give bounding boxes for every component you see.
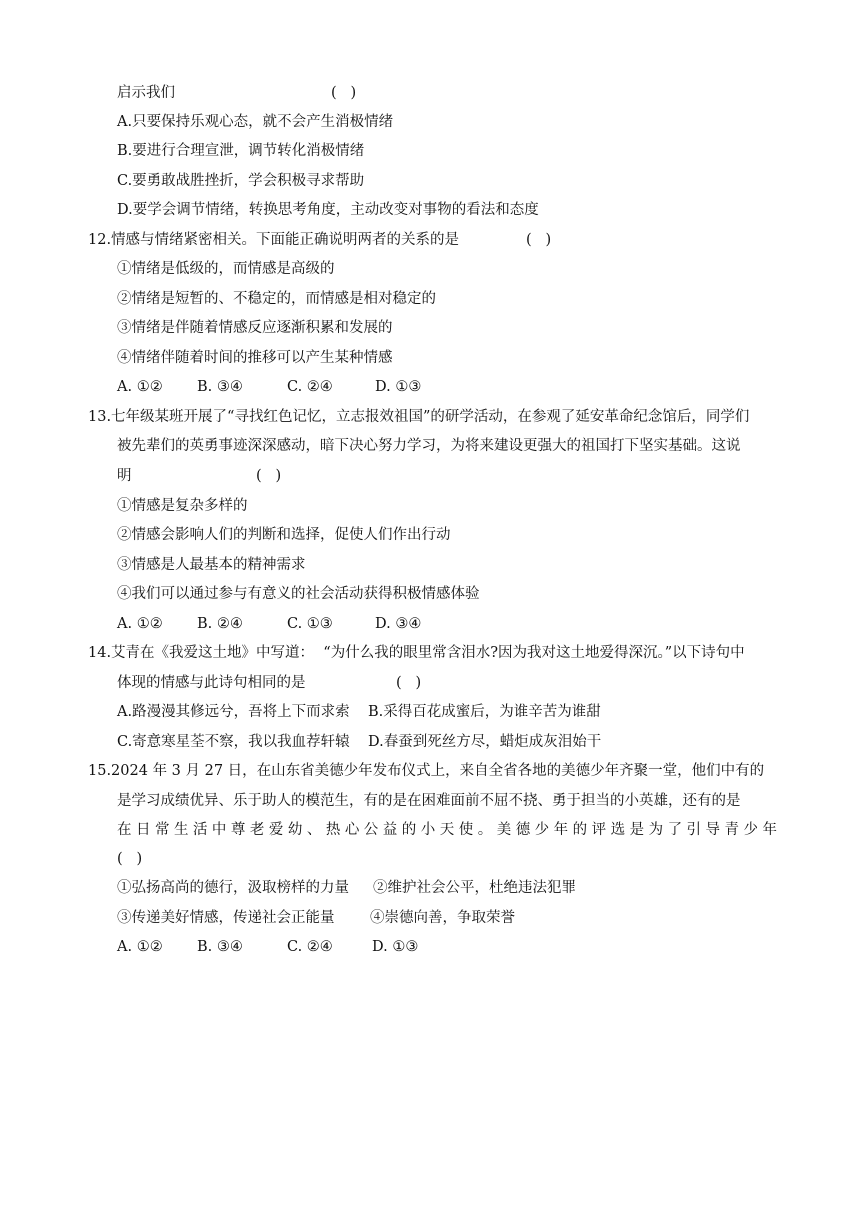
- q11-stem-tail: 启示我们: [117, 85, 175, 101]
- q15-choice-c: C. ②④: [287, 939, 333, 955]
- q12-statement-1: ①情绪是低级的，而情感是高级的: [117, 261, 335, 277]
- q14-option-a: A.路漫漫其修远兮，吾将上下而求索: [117, 704, 350, 720]
- q12-choice-b: B. ③④: [197, 379, 243, 395]
- q12-statement-4: ④情绪伴随着时间的推移可以产生某种情感: [117, 350, 393, 366]
- q13-choice-a: A. ①②: [117, 616, 163, 632]
- q14-stem-line-1: 14.艾青在《我爱这土地》中写道： “为什么我的眼里常含泪水?因为我对这土地爱得深沉。”以下诗句中: [88, 645, 745, 661]
- q13-answer-paren: ( ): [256, 468, 282, 484]
- q11-option-c: C.要勇敢战胜挫折，学会积极寻求帮助: [117, 173, 365, 189]
- q15-choice-d: D. ①③: [372, 939, 419, 955]
- q14-option-b: B.采得百花成蜜后，为谁辛苦为谁甜: [368, 704, 601, 720]
- q11-answer-paren: ( ): [331, 85, 357, 101]
- q15-statement-2: ②维护社会公平，杜绝违法犯罪: [373, 880, 576, 896]
- q12-choice-d: D. ①③: [375, 379, 422, 395]
- q15-choice-b: B. ③④: [197, 939, 243, 955]
- q13-statement-1: ①情感是复杂多样的: [117, 498, 248, 514]
- q13-stem-line-2: 被先辈们的英勇事迹深深感动，暗下决心努力学习，为将来建设更强大的祖国打下坚实基础。这说: [117, 438, 741, 454]
- q13-statement-4: ④我们可以通过参与有意义的社会活动获得积极情感体验: [117, 586, 480, 602]
- q14-option-c: C.寄意寒星荃不察，我以我血荐轩辕: [117, 734, 350, 750]
- q11-option-a: A.只要保持乐观心态，就不会产生消极情绪: [117, 114, 394, 130]
- q15-statement-3: ③传递美好情感，传递社会正能量: [117, 910, 335, 926]
- q12-choice-c: C. ②④: [287, 379, 333, 395]
- q12-statement-3: ③情绪是伴随着情感反应逐渐积累和发展的: [117, 320, 393, 336]
- q12-answer-paren: ( ): [526, 232, 552, 248]
- q14-stem-line-2: 体现的情感与此诗句相同的是: [117, 675, 306, 691]
- q15-choice-a: A. ①②: [117, 939, 163, 955]
- q13-choice-b: B. ②④: [197, 616, 243, 632]
- q13-statement-3: ③情感是人最基本的精神需求: [117, 557, 306, 573]
- q12-choice-a: A. ①②: [117, 379, 163, 395]
- q12-statement-2: ②情绪是短暂的、不稳定的，而情感是相对稳定的: [117, 291, 436, 307]
- q11-option-b: B.要进行合理宣泄，调节转化消极情绪: [117, 143, 365, 159]
- q15-stem-line-1: 15.2024 年 3 月 27 日，在山东省美德少年发布仪式上，来自全省各地的美德少年齐聚一堂，他们中有的: [88, 763, 765, 779]
- q12-stem: 12.情感与情绪紧密相关。下面能正确说明两者的关系的是: [88, 232, 460, 248]
- q11-option-d: D.要学会调节情绪，转换思考角度，主动改变对事物的看法和态度: [117, 202, 539, 218]
- q15-stem-line-3: 在日常生活中尊老爱幼、热心公益的小天使。美德少年的评选是为了引导青少年: [117, 822, 777, 838]
- q14-answer-paren: ( ): [396, 675, 422, 691]
- q13-statement-2: ②情感会影响人们的判断和选择，促使人们作出行动: [117, 527, 451, 543]
- q15-statement-4: ④崇德向善，争取荣誉: [370, 910, 515, 926]
- q13-choice-d: D. ③④: [375, 616, 422, 632]
- q13-stem-line-3: 明: [117, 468, 132, 484]
- q13-stem-line-1: 13.七年级某班开展了“寻找红色记忆，立志报效祖国”的研学活动，在参观了延安革命纪念馆后，同学们: [88, 409, 750, 425]
- q15-stem-line-2: 是学习成绩优异、乐于助人的模范生，有的是在困难面前不屈不挠、勇于担当的小英雄，还有的是: [117, 793, 741, 809]
- q13-choice-c: C. ①③: [287, 616, 333, 632]
- q14-option-d: D.春蚕到死丝方尽，蜡炬成灰泪始干: [368, 734, 602, 750]
- q15-answer-paren: ( ): [117, 851, 143, 867]
- q15-statement-1: ①弘扬高尚的德行，汲取榜样的力量: [117, 880, 349, 896]
